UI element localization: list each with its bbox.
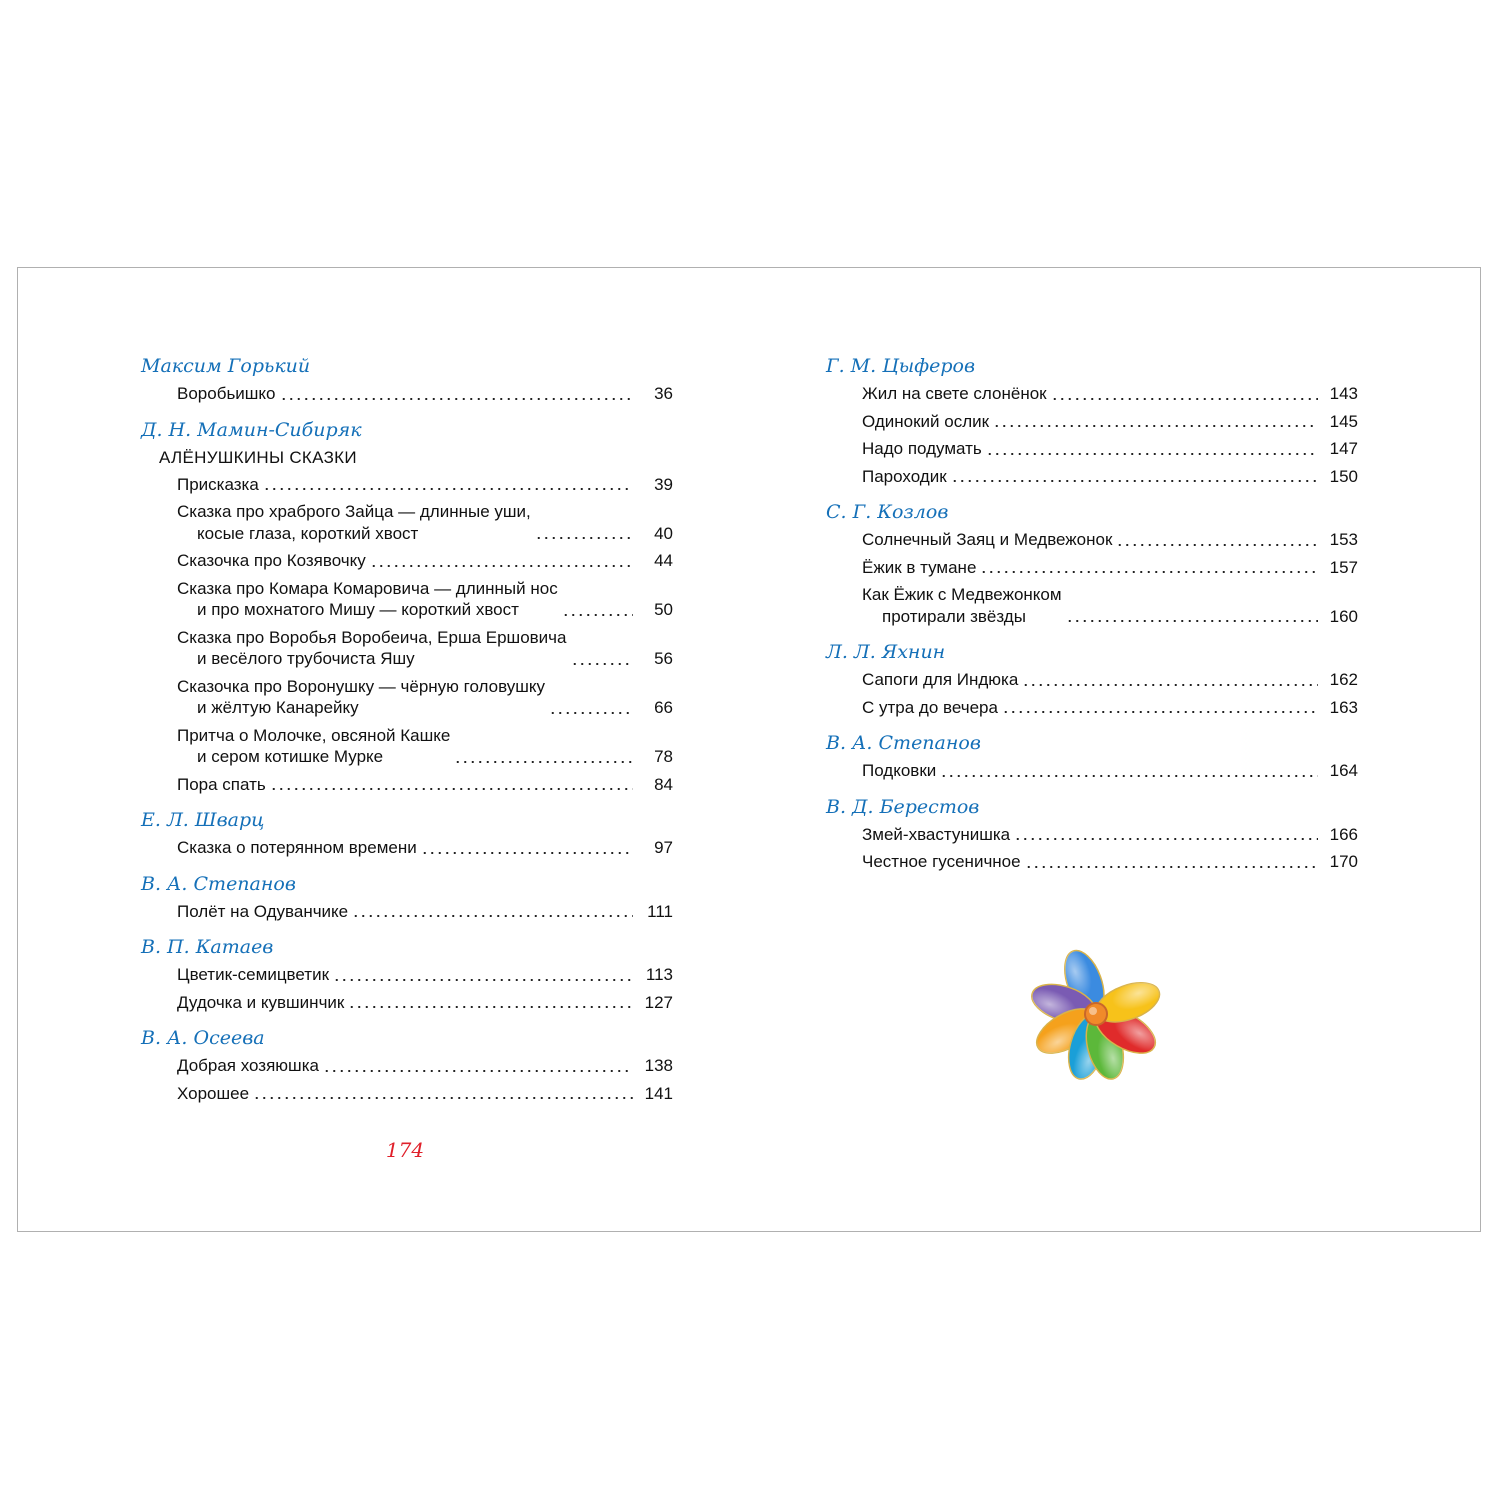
entry-page-number: 157 xyxy=(1329,557,1358,577)
entry-title xyxy=(862,697,998,719)
toc-entry[interactable] xyxy=(177,898,673,926)
author-heading: Е. Л. Шварц xyxy=(141,809,265,831)
entry-page-number: 39 xyxy=(654,474,673,494)
author-heading: Л. Л. Яхнин xyxy=(826,641,946,663)
entry-page-number: 145 xyxy=(1329,411,1358,431)
entry-title-line: Честное гусеничное xyxy=(862,852,1021,871)
toc-section xyxy=(141,416,673,799)
dot-leader xyxy=(1022,684,1318,686)
dot-leader xyxy=(986,453,1318,455)
entry-title-line: Змей-хвастунишка xyxy=(862,824,1011,844)
dot-leader xyxy=(253,1097,633,1099)
entry-page-number: 113 xyxy=(645,965,673,984)
entry-page-number: 163 xyxy=(1329,697,1358,717)
toc-section xyxy=(141,352,673,408)
entry-page-number: 170 xyxy=(1329,852,1358,871)
entry-page-number: 44 xyxy=(654,551,673,570)
dot-leader xyxy=(993,425,1318,427)
entry-page-number: 111 xyxy=(647,901,673,921)
entry-title xyxy=(177,901,348,923)
dot-leader xyxy=(280,398,633,400)
dot-leader xyxy=(951,480,1318,482)
entry-title xyxy=(177,474,259,496)
toc-section xyxy=(141,870,673,926)
entry-title xyxy=(862,851,1021,873)
entry-page-number: 127 xyxy=(644,992,673,1012)
toc-section xyxy=(826,638,1358,721)
entry-title xyxy=(177,550,366,572)
entry-title xyxy=(177,627,567,670)
entry-title xyxy=(177,501,531,544)
entry-title-line: Как Ёжик с Медвежонком xyxy=(862,585,1062,604)
author-heading: В. А. Осеева xyxy=(141,1027,265,1049)
entry-title xyxy=(862,760,936,782)
dot-leader xyxy=(1002,711,1318,713)
author-heading: В. П. Катаев xyxy=(141,936,274,958)
author-heading: Г. М. Цыферов xyxy=(826,355,976,377)
entry-title-line: Подковки xyxy=(862,761,937,780)
entry-title xyxy=(862,584,1062,627)
entry-title-line: Одинокий ослик xyxy=(862,411,990,431)
collection-subheading: АЛЁНУШКИНЫ СКАЗКИ xyxy=(159,447,357,467)
entry-page-number: 84 xyxy=(654,774,673,794)
entry-page-number: 162 xyxy=(1329,670,1358,689)
author-heading: Максим Горький xyxy=(141,355,311,377)
author-heading: Д. Н. Мамин-Сибиряк xyxy=(141,418,362,441)
entry-title-line: протирали звёзды xyxy=(882,606,1026,626)
entry-title-line: Дудочка и кувшинчик xyxy=(177,992,345,1012)
dot-leader xyxy=(940,775,1318,777)
entry-title-line: Пора спать xyxy=(177,774,266,794)
entry-title-line: Полёт на Одуванчике xyxy=(177,901,349,921)
entry-title xyxy=(177,676,545,719)
entry-title-line: Хорошее xyxy=(177,1083,250,1103)
dot-leader xyxy=(352,915,633,917)
author-heading: В. А. Степанов xyxy=(826,732,981,754)
toc-entry[interactable] xyxy=(177,989,673,1017)
toc-section xyxy=(141,806,673,862)
entry-title xyxy=(862,411,989,433)
entry-title-line: С утра до вечера xyxy=(862,697,998,717)
toc-entry[interactable] xyxy=(862,757,1358,785)
toc-section xyxy=(141,1024,673,1107)
toc-entry[interactable] xyxy=(862,554,1358,582)
toc-entry[interactable] xyxy=(862,848,1358,876)
dot-leader xyxy=(270,788,633,790)
entry-title xyxy=(862,529,1112,551)
entry-title xyxy=(862,383,1047,405)
toc-entry[interactable] xyxy=(177,961,673,989)
dot-leader xyxy=(333,979,633,981)
toc-entry[interactable] xyxy=(177,673,673,722)
dot-leader xyxy=(454,761,633,763)
entry-title xyxy=(177,964,329,986)
toc-entry[interactable] xyxy=(862,408,1358,436)
entry-page-number: 40 xyxy=(654,523,673,543)
entry-title xyxy=(177,992,344,1014)
entry-page-number: 166 xyxy=(1329,824,1358,844)
toc-entry[interactable] xyxy=(862,694,1358,722)
toc-right-column xyxy=(826,352,1358,876)
entry-title xyxy=(177,774,266,796)
entry-page-number: 78 xyxy=(654,747,673,766)
entry-title-line: и жёлтую Канарейку xyxy=(197,698,359,717)
dot-leader xyxy=(535,537,633,539)
entry-page-number: 56 xyxy=(654,649,673,668)
entry-title xyxy=(862,824,1010,846)
entry-page-number: 143 xyxy=(1329,384,1358,403)
dot-leader xyxy=(562,614,633,616)
dot-leader xyxy=(1025,866,1318,868)
entry-title-line: косые глаза, короткий хвост xyxy=(197,523,419,543)
entry-title-line: и весёлого трубочиста Яшу xyxy=(197,649,415,668)
entry-title-line: Солнечный Заяц и Медвежонок xyxy=(862,530,1113,549)
entry-page-number: 160 xyxy=(1329,606,1358,626)
dot-leader xyxy=(571,663,634,665)
entry-title-line: Жил на свете слонёнок xyxy=(862,384,1047,403)
entry-title-line: Цветик-семицветик xyxy=(177,965,330,984)
entry-title xyxy=(862,669,1018,691)
entry-title-line: Добрая хозяюшка xyxy=(177,1056,319,1075)
toc-section xyxy=(826,729,1358,785)
entry-title xyxy=(177,725,450,768)
entry-title xyxy=(862,438,982,460)
dot-leader xyxy=(1051,398,1318,400)
toc-entry[interactable] xyxy=(177,834,673,862)
entry-title xyxy=(177,383,276,405)
author-heading: С. Г. Козлов xyxy=(826,501,949,523)
entry-page-number: 147 xyxy=(1329,439,1358,458)
entry-title-line: Притча о Молочке, овсяной Кашке xyxy=(177,725,451,745)
toc-entry[interactable] xyxy=(862,581,1358,630)
toc-entry[interactable] xyxy=(862,463,1358,491)
entry-title xyxy=(177,1083,249,1105)
dot-leader xyxy=(549,712,633,714)
entry-page-number: 164 xyxy=(1329,761,1358,780)
entry-title xyxy=(177,1055,319,1077)
entry-title-line: Пароходик xyxy=(862,466,947,486)
toc-entry[interactable] xyxy=(862,435,1358,463)
dot-leader xyxy=(1066,620,1318,622)
entry-title-line: Сказка про храброго Зайца — длинные уши, xyxy=(177,502,531,521)
entry-page-number: 66 xyxy=(654,698,673,717)
toc-entry[interactable] xyxy=(862,526,1358,554)
toc-section xyxy=(141,933,673,1016)
entry-title-line: Воробьишко xyxy=(177,384,276,403)
toc-entry[interactable] xyxy=(177,1080,673,1108)
toc-entry[interactable] xyxy=(177,380,673,408)
entry-title-line: Сказка про Воробья Воробеича, Ерша Ершовича xyxy=(177,627,567,647)
toc-entry[interactable] xyxy=(862,666,1358,694)
toc-entry[interactable] xyxy=(177,547,673,575)
dot-leader xyxy=(348,1006,633,1008)
dot-leader xyxy=(421,852,633,854)
entry-page-number: 141 xyxy=(644,1083,673,1103)
entry-title-line: Сказка о потерянном времени xyxy=(177,838,417,857)
toc-entry[interactable] xyxy=(177,722,673,771)
dot-leader xyxy=(1116,544,1318,546)
author-heading: В. Д. Берестов xyxy=(826,795,980,818)
entry-title-line: Ёжик в тумане xyxy=(862,557,977,577)
entry-page-number: 97 xyxy=(654,838,673,857)
toc-entry[interactable] xyxy=(862,821,1358,849)
dot-leader xyxy=(1014,838,1318,840)
toc-section xyxy=(826,498,1358,630)
entry-title-line: и про мохнатого Мишу — короткий хвост xyxy=(197,600,519,619)
entry-title-line: Сапоги для Индюка xyxy=(862,670,1019,689)
entry-page-number: 138 xyxy=(644,1056,673,1075)
entry-title xyxy=(862,557,976,579)
dot-leader xyxy=(263,488,633,490)
entry-title-line: Сказка про Комара Комаровича — длинный нос xyxy=(177,578,558,598)
entry-page-number: 36 xyxy=(654,384,673,403)
entry-title-line: Присказка xyxy=(177,474,259,494)
entry-title xyxy=(177,837,417,859)
page-number: 174 xyxy=(385,1138,425,1162)
dot-leader xyxy=(370,565,633,567)
dot-leader xyxy=(323,1070,633,1072)
entry-page-number: 150 xyxy=(1329,466,1358,486)
entry-title-line: Надо подумать xyxy=(862,439,982,458)
toc-entry[interactable] xyxy=(177,575,673,624)
toc-entry[interactable] xyxy=(177,471,673,499)
entry-title-line: и сером котишке Мурке xyxy=(197,747,384,766)
toc-entry[interactable] xyxy=(862,380,1358,408)
entry-title xyxy=(862,466,947,488)
entry-page-number: 50 xyxy=(654,600,673,619)
toc-left-column xyxy=(141,352,673,1107)
entry-title-line: Сказочка про Козявочку xyxy=(177,551,366,570)
entry-title-line: Сказочка про Воронушку — чёрную головушку xyxy=(177,676,546,696)
entry-page-number: 153 xyxy=(1329,530,1358,549)
toc-entry[interactable] xyxy=(177,1052,673,1080)
entry-title xyxy=(177,578,558,621)
seven-color-flower-icon xyxy=(1024,948,1168,1080)
toc-section xyxy=(826,793,1358,876)
author-heading: В. А. Степанов xyxy=(141,872,296,895)
dot-leader xyxy=(980,571,1318,573)
toc-section xyxy=(826,352,1358,490)
toc-entry[interactable] xyxy=(177,771,673,799)
toc-entry[interactable] xyxy=(177,624,673,673)
toc-entry[interactable] xyxy=(177,498,673,547)
